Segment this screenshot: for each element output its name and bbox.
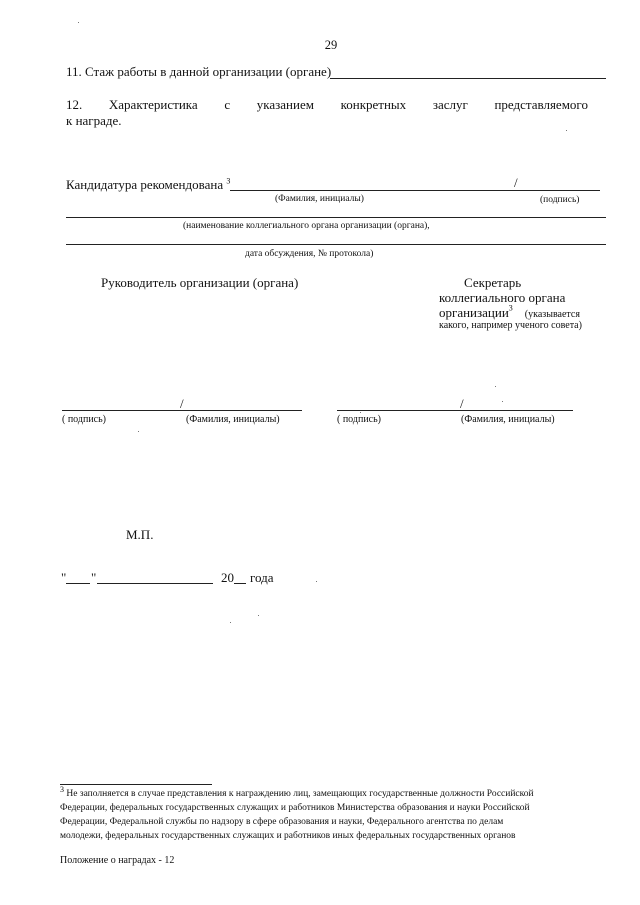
caption-name: (Фамилия, инициалы) bbox=[275, 194, 364, 204]
footnote-line: Федерации, федеральных государственных служащих и работников Министерства образования и науки Российской bbox=[60, 803, 530, 813]
caption-discussion-date: дата обсуждения, № протокола) bbox=[245, 249, 374, 259]
footnote-line: молодежи, федеральных государственных служащих и работников иных федеральных государственных органов bbox=[60, 831, 516, 841]
footnote-reference: 3 bbox=[508, 303, 513, 313]
scan-speck bbox=[495, 386, 496, 387]
footnote-line: Федерации, Федеральной службы по надзору в сфере образования и науки, Федерального агентства по делам bbox=[60, 817, 504, 827]
secretary-slash: / bbox=[460, 396, 464, 411]
candidacy-label-text: Кандидатура рекомендована bbox=[66, 177, 224, 192]
scan-speck bbox=[138, 431, 139, 432]
scan-speck bbox=[566, 130, 567, 131]
scan-speck bbox=[316, 581, 317, 582]
date-year-suffix: года bbox=[250, 570, 274, 585]
item-12-first-line bbox=[66, 97, 588, 113]
head-of-organization-title: Руководитель организации (органа) bbox=[101, 275, 299, 290]
secretary-note: (указывается bbox=[524, 309, 580, 320]
head-slash: / bbox=[180, 396, 184, 411]
scan-speck bbox=[230, 622, 231, 623]
item-11-label: 11. Стаж работы в данной организации (органе) bbox=[66, 64, 332, 79]
item-12-word: представляемого bbox=[494, 97, 588, 112]
secretary-caption-name: (Фамилия, инициалы) bbox=[461, 414, 555, 425]
discussion-date-line[interactable] bbox=[66, 244, 606, 245]
date-close-quote: " bbox=[91, 570, 97, 585]
date-month-line[interactable] bbox=[97, 583, 213, 584]
date-year-prefix: 20 bbox=[221, 570, 234, 585]
date-open-quote: " bbox=[61, 570, 67, 585]
stamp-place-label: М.П. bbox=[126, 527, 154, 542]
secretary-signature-line[interactable] bbox=[337, 410, 573, 411]
date-day-line[interactable] bbox=[66, 583, 90, 584]
candidacy-label bbox=[66, 177, 230, 193]
item-12-word: с bbox=[224, 97, 231, 112]
candidacy-field-line[interactable] bbox=[230, 190, 600, 191]
head-caption-name: (Фамилия, инициалы) bbox=[186, 414, 280, 425]
footnote-line: $^3$ Не заполняется в случае представления к награждению лиц, замещающих государственные должности Российской bbox=[60, 784, 534, 799]
caption-collegial-body: (наименование коллегиального органа организации (органа), bbox=[183, 221, 430, 231]
item-12-word: конкретных bbox=[340, 97, 407, 112]
page-footer: Положение о наградах - 12 bbox=[60, 855, 175, 866]
footnote-text bbox=[60, 784, 534, 843]
scan-speck bbox=[502, 401, 503, 402]
footnote-separator bbox=[60, 784, 212, 785]
footnote-mark: 3 bbox=[60, 784, 64, 794]
scan-speck bbox=[258, 615, 259, 616]
secretary-caption-signature: ( подпись) bbox=[337, 414, 382, 425]
item-12-second-line: к награде. bbox=[66, 113, 122, 128]
scan-speck bbox=[78, 22, 79, 23]
page-number: 29 bbox=[324, 38, 338, 52]
item-12-word: заслуг bbox=[432, 97, 468, 112]
secretary-title-line2: коллегиального органа bbox=[439, 290, 566, 305]
secretary-note-line2: какого, например ученого совета) bbox=[439, 320, 582, 331]
head-caption-signature: ( подпись) bbox=[62, 414, 107, 425]
item-12-word: указанием bbox=[256, 97, 314, 112]
item-12-word: Характеристика bbox=[108, 97, 198, 112]
collegial-body-line[interactable] bbox=[66, 217, 606, 218]
caption-signature: (подпись) bbox=[540, 195, 580, 205]
item-11-field-line[interactable] bbox=[330, 78, 606, 79]
footnote-reference: 3 bbox=[226, 176, 231, 186]
scan-speck bbox=[360, 412, 361, 413]
secretary-organization-text: организации bbox=[439, 305, 509, 320]
date-year-line[interactable] bbox=[234, 583, 246, 584]
secretary-title-line1: Секретарь bbox=[464, 275, 522, 290]
item-12-word: 12. bbox=[66, 97, 83, 112]
candidacy-slash: / bbox=[514, 175, 518, 190]
